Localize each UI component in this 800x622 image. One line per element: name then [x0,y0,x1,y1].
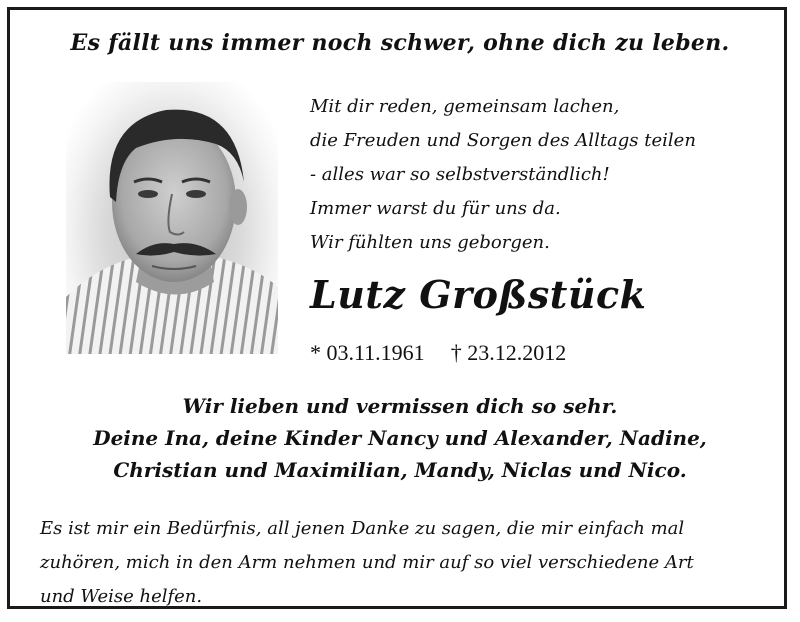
thanks-line: Es ist mir ein Bedürfnis, all jenen Danke zu sagen, die mir einfach mal [40,518,685,539]
family-line: Deine Ina, deine Kinder Nancy und Alexander, Nadine, [93,426,707,450]
thanks-line: und Weise helfen. [40,586,203,607]
death-date: † 23.12.2012 [450,340,567,365]
poem [310,90,696,260]
thanks-line: zuhören, mich in den Arm nehmen und mir auf so viel verschiedene Art [40,552,694,573]
deceased-name: Lutz Großstück [310,272,647,317]
thanks-paragraph [40,512,770,614]
birth-date: * 03.11.1961 [310,340,425,365]
family-line: Christian und Maximilian, Mandy, Niclas und Nico. [113,458,687,482]
portrait-photo [66,82,278,354]
family-signature [10,390,790,486]
life-dates [310,340,566,366]
poem-line: - alles war so selbstverständlich! [310,164,610,185]
family-line: Wir lieben und vermissen dich so sehr. [182,394,618,418]
poem-line: Mit dir reden, gemeinsam lachen, [310,96,620,117]
poem-line: die Freuden und Sorgen des Alltags teilen [310,130,696,151]
poem-line: Wir fühlten uns geborgen. [310,232,550,253]
poem-line: Immer warst du für uns da. [310,198,561,219]
headline: Es fällt uns immer noch schwer, ohne dich zu leben. [70,30,730,56]
portrait-illustration [66,82,278,354]
obituary-notice [7,7,787,609]
